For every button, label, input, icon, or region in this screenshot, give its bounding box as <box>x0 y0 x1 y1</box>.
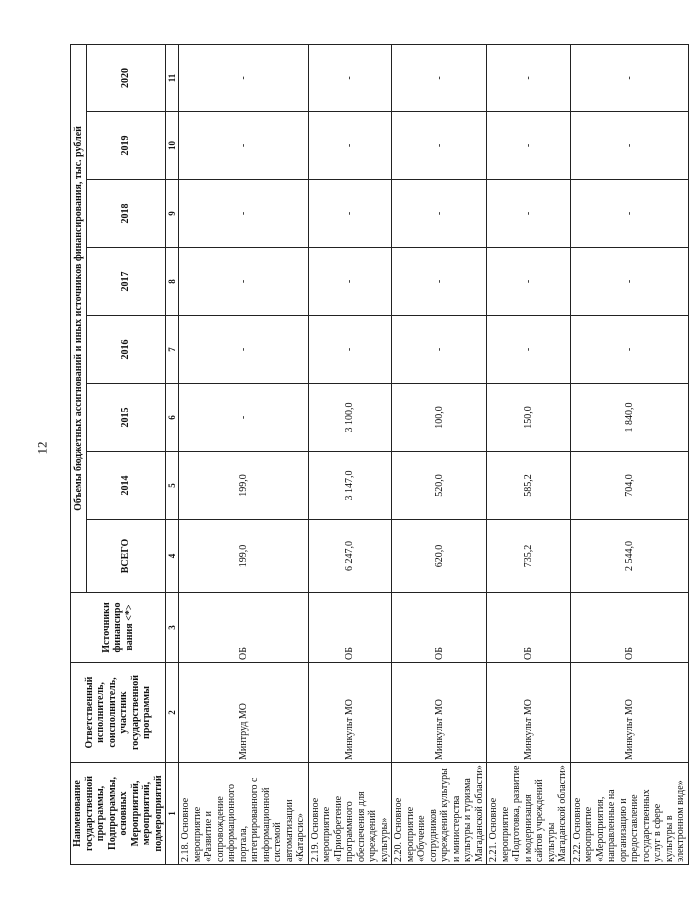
row-value: - <box>179 180 309 248</box>
header-year-2019: 2019 <box>87 112 166 180</box>
header-source: Источники финансиро вания <*> <box>71 593 166 663</box>
header-executor: Ответственный исполнитель, соисполнитель, участник государственной программы <box>71 663 166 763</box>
col-number: 8 <box>166 248 179 316</box>
row-source: ОБ <box>308 593 392 663</box>
row-value: 2 544,0 <box>570 520 688 593</box>
row-value: - <box>308 112 392 180</box>
rotated-table-container <box>70 45 687 865</box>
table-row <box>392 44 487 864</box>
row-value: - <box>570 180 688 248</box>
row-value: 520,0 <box>392 452 487 520</box>
col-number: 1 <box>166 763 179 865</box>
row-value: 585,2 <box>487 452 571 520</box>
row-value: 735,2 <box>487 520 571 593</box>
row-value: - <box>392 180 487 248</box>
row-value: - <box>487 248 571 316</box>
row-value: 704,0 <box>570 452 688 520</box>
row-value: - <box>487 180 571 248</box>
row-value: - <box>179 384 309 452</box>
row-value: - <box>179 112 309 180</box>
row-value: - <box>392 248 487 316</box>
row-value: 3 147,0 <box>308 452 392 520</box>
row-source: ОБ <box>487 593 571 663</box>
row-executor: Минкульт МО <box>308 663 392 763</box>
row-value: 1 840,0 <box>570 384 688 452</box>
row-value: 199,0 <box>179 520 309 593</box>
header-year-2016: 2016 <box>87 316 166 384</box>
row-value: - <box>179 44 309 111</box>
row-value: - <box>570 44 688 111</box>
row-executor: Минтруд МО <box>179 663 309 763</box>
row-source: ОБ <box>392 593 487 663</box>
row-value: - <box>487 44 571 111</box>
row-value: - <box>487 112 571 180</box>
col-number: 6 <box>166 384 179 452</box>
col-number: 5 <box>166 452 179 520</box>
page-number: 12 <box>34 441 50 455</box>
row-value: 199,0 <box>179 452 309 520</box>
row-name: 2.18. Основное мероприятие «Развитие и сопровождение информационного портала, интегрированного с информационной системой автоматизации «Катарсис» <box>179 763 309 865</box>
row-value: 150,0 <box>487 384 571 452</box>
col-number: 2 <box>166 663 179 763</box>
row-value: - <box>308 248 392 316</box>
row-value: 620,0 <box>392 520 487 593</box>
row-value: - <box>570 248 688 316</box>
header-year-2020: 2020 <box>87 44 166 111</box>
row-value: - <box>179 316 309 384</box>
row-name: 2.20. Основное мероприятие «Обучение сотрудников учреждений культуры и министерства культуры и туризма Магаданской области» <box>392 763 487 865</box>
table-row <box>487 44 571 864</box>
row-executor: Минкульт МО <box>487 663 571 763</box>
col-number: 3 <box>166 593 179 663</box>
col-number: 4 <box>166 520 179 593</box>
row-value: - <box>570 112 688 180</box>
row-value: - <box>392 44 487 111</box>
row-source: ОБ <box>179 593 309 663</box>
row-value: 3 100,0 <box>308 384 392 452</box>
table-row <box>570 44 688 864</box>
row-value: 100,0 <box>392 384 487 452</box>
col-number: 11 <box>166 44 179 111</box>
row-value: - <box>308 316 392 384</box>
row-value: - <box>308 180 392 248</box>
row-value: 6 247,0 <box>308 520 392 593</box>
row-name: 2.22. Основное мероприятие «Мероприятия, направленные на организацию и предоставление государственных услуг в сфере культуры в электронном виде» <box>570 763 688 865</box>
col-number: 9 <box>166 180 179 248</box>
row-value: - <box>392 316 487 384</box>
row-executor: Минкульт МО <box>392 663 487 763</box>
row-executor: Минкульт МО <box>570 663 688 763</box>
header-year-2017: 2017 <box>87 248 166 316</box>
row-name: 2.21. Основное мероприятие «Подготовка, развитие и модернизация сайтов учреждений культуры Магаданской области» <box>487 763 571 865</box>
row-value: - <box>308 44 392 111</box>
row-value: - <box>487 316 571 384</box>
header-name: Наименование государственной программы, Подпрограммы, основных Мероприятий, мероприятий, подмероприятий <box>71 763 166 865</box>
row-source: ОБ <box>570 593 688 663</box>
header-year-total: ВСЕГО <box>87 520 166 593</box>
table-row <box>308 44 392 864</box>
header-year-2014: 2014 <box>87 452 166 520</box>
col-number: 10 <box>166 112 179 180</box>
row-value: - <box>570 316 688 384</box>
header-year-2015: 2015 <box>87 384 166 452</box>
header-year-2018: 2018 <box>87 180 166 248</box>
financing-table <box>70 44 689 865</box>
table-row <box>179 44 309 864</box>
row-value: - <box>179 248 309 316</box>
row-value: - <box>392 112 487 180</box>
col-number: 7 <box>166 316 179 384</box>
row-name: 2.19. Основное мероприятие «Приобретение программного обеспечения для учреждений культуры» <box>308 763 392 865</box>
header-group: Объемы бюджетных ассигнований и иных источников финансирования, тыс. рублей <box>71 44 87 592</box>
